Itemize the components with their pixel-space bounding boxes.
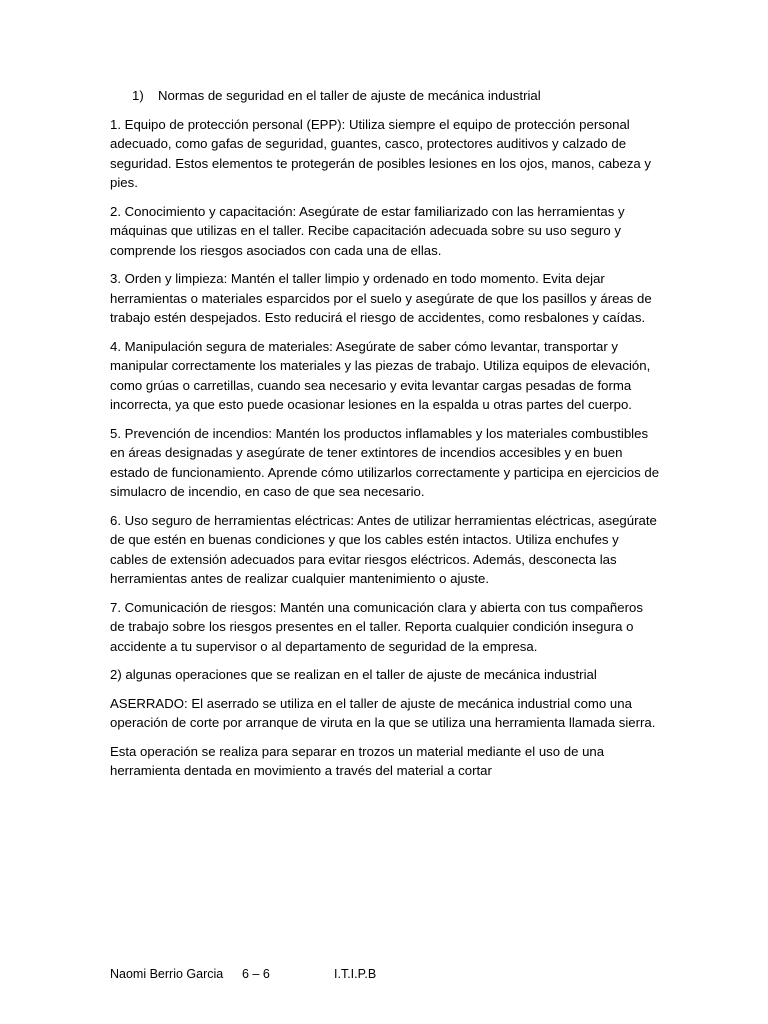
- document-body: [110, 86, 660, 790]
- heading-number: 1): [132, 88, 144, 103]
- page-footer: [110, 966, 376, 982]
- section-heading: [132, 86, 660, 106]
- paragraph-comunicacion: 7. Comunicación de riesgos: Mantén una comunicación clara y abierta con tus compañeros de trabajo sobre los riesgos presentes en el taller. Reporta cualquier condición insegura o accidente a tu supervisor o al departamento de seguridad de la empresa.: [110, 599, 643, 654]
- paragraph-herramientas-electricas: 6. Uso seguro de herramientas eléctricas: Antes de utilizar herramientas eléctricas, asegúrate de que estén en buenas condiciones y que los cables estén intactos. Utiliza enchufes y cables de extensión adecuados para evitar riesgos eléctricos. Además, desconecta las herramientas antes de realizar cualquier mantenimiento o ajuste.: [110, 512, 657, 586]
- paragraph-aserrado: ASERRADO: El aserrado se utiliza en el taller de ajuste de mecánica industrial como una operación de corte por arranque de viruta en la que se utiliza una herramienta llamada sierra.: [110, 695, 656, 730]
- footer-institution: I.T.I.P.B: [334, 967, 377, 981]
- section-heading-operaciones: 2) algunas operaciones que se realizan en el taller de ajuste de mecánica industrial: [110, 667, 597, 682]
- footer-page-number: 6 – 6: [242, 967, 270, 981]
- paragraph-manipulacion: 4. Manipulación segura de materiales: Asegúrate de saber cómo levantar, transportar y manipular correctamente los materiales y las piezas de trabajo. Utiliza equipos de elevación, como grúas o carretillas, cuando sea necesario y evita levantar cargas pesadas de forma incorrecta, ya que esto puede ocasionar lesiones en la espalda u otras partes del cuerpo.: [110, 338, 651, 412]
- paragraph-incendios: 5. Prevención de incendios: Mantén los productos inflamables y los materiales combustibles en áreas designadas y asegúrate de tener extintores de incendios accesibles y en buen estado de funcionamiento. Aprende cómo utilizarlos correctamente y participa en ejercicios de simulacro de incendio, en caso de que sea necesario.: [110, 425, 660, 499]
- footer-author: Naomi Berrio Garcia: [110, 967, 224, 981]
- paragraph-capacitacion: 2. Conocimiento y capacitación: Asegúrate de estar familiarizado con las herramientas y máquinas que utilizas en el taller. Recibe capacitación adecuada sobre su uso seguro y comprende los riesgos asociados con cada una de ellas.: [110, 203, 625, 258]
- paragraph-orden-limpieza: 3. Orden y limpieza: Mantén el taller limpio y ordenado en todo momento. Evita dejar herramientas o materiales esparcidos por el suelo y asegúrate de que los pasillos y áreas de trabajo estén despejados. Esto reducirá el riesgo de accidentes, como resbalones y caídas.: [110, 271, 652, 325]
- paragraph-operacion: Esta operación se realiza para separar en trozos un material mediante el uso de una herramienta dentada en movimiento a través del material a cortar: [110, 743, 605, 778]
- paragraph-epp: 1. Equipo de protección personal (EPP): Utiliza siempre el equipo de protección personal adecuado, como gafas de seguridad, guantes, casco, protectores auditivos y calzado de seguridad. Estos elementos te protegerán de posibles lesiones en los ojos, manos, cabeza y pies.: [110, 116, 652, 190]
- heading-text: Normas de seguridad en el taller de ajuste de mecánica industrial: [158, 88, 541, 103]
